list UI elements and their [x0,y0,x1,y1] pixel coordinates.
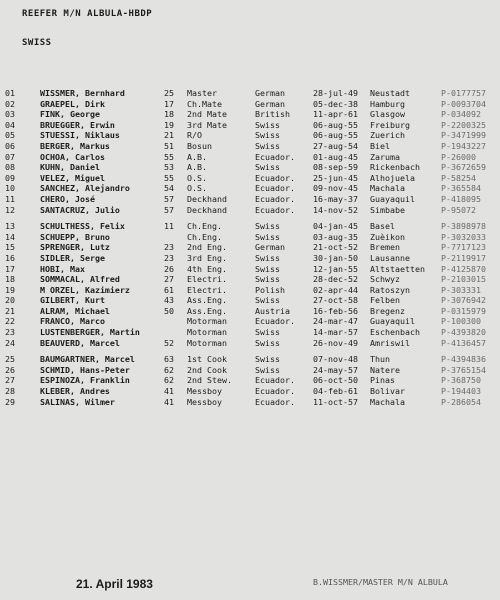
crew-row [0,316,500,327]
crew-row [0,152,500,163]
crew-birthplace: Felben [370,295,400,306]
crew-ref: 27 [164,274,174,285]
crew-row [0,88,500,99]
crew-rank: Messboy [187,386,222,397]
crew-ref: 25 [164,88,174,98]
crew-birthplace: Altstaetten [370,263,425,274]
crew-birthdate: 12-jan-55 [313,263,358,274]
crew-birthplace: Guayaquil [370,316,415,327]
crew-birthplace: Natere [370,364,400,375]
crew-name: SANCHEZ, Alejandro [40,183,130,194]
crew-passport: P-26000 [441,151,476,162]
crew-birthdate: 05-dec-38 [313,98,358,109]
crew-name: SALINAS, Wilmer [40,396,115,407]
crew-nationality: Polish [255,284,285,295]
crew-name: FINK, George [40,109,100,120]
crew-passport: P-303331 [441,284,481,295]
crew-row [0,285,500,296]
crew-name: SIDLER, Serge [40,252,105,263]
crew-number: 26 [5,364,15,375]
crew-birthplace: Guayaquil [370,193,415,204]
crew-row [0,130,500,141]
crew-row [0,264,500,275]
crew-rank: A.B. [187,162,207,173]
crew-passport: P-194403 [441,386,481,397]
crew-name: LUSTENBERGER, Martin [40,327,140,338]
crew-number: 08 [5,162,15,173]
crew-passport: P-3765154 [441,364,486,375]
crew-ref: 50 [164,305,174,316]
crew-row [0,242,500,253]
crew-rank: Bosun [187,140,212,151]
crew-birthplace: Biel [370,140,390,151]
crew-nationality: British [255,109,290,120]
crew-ref: 23 [164,252,174,263]
crew-birthdate: 07-nov-48 [313,354,358,365]
crew-nationality: Swiss [255,327,280,338]
crew-passport: P-034092 [441,109,481,120]
crew-birthdate: 28-dec-52 [313,274,358,285]
crew-passport: P-95072 [441,204,476,215]
crew-name: GRAEPEL, Dirk [40,98,105,109]
crew-passport: P-4393820 [441,327,486,338]
crew-passport: P-1943227 [441,140,486,151]
crew-name: BERGER, Markus [40,140,110,151]
crew-rank: 2nd Mate [187,109,227,120]
crew-birthdate: 02-apr-44 [313,284,358,295]
crew-nationality: German [255,242,285,253]
crew-passport: P-365584 [441,183,481,194]
crew-name: VELEZ, Miguel [40,172,105,183]
crew-number: 13 [5,221,15,232]
crew-nationality: Swiss [255,119,280,130]
crew-nationality: German [255,88,285,98]
crew-number: 11 [5,193,15,204]
crew-ref: 11 [164,221,174,232]
crew-ref: 57 [164,204,174,215]
crew-row [0,173,500,184]
crew-name: BAUMGARTNER, Marcel [40,354,135,365]
crew-ref: 51 [164,140,174,151]
crew-rank: Deckhand [187,193,227,204]
crew-name: KUHN, Daniel [40,162,100,173]
crew-ref: 63 [164,354,174,365]
crew-nationality: Swiss [255,337,280,348]
crew-nationality: Swiss [255,354,280,365]
crew-rank: 4th Eng. [187,263,227,274]
crew-passport: P-4125870 [441,263,486,274]
crew-rank: Ass.Eng. [187,295,227,306]
crew-passport: P-3898978 [441,221,486,232]
crew-number: 21 [5,305,15,316]
crew-rank: Motorman [187,327,227,338]
crew-row [0,295,500,306]
crew-birthplace: Zaruma [370,151,400,162]
crew-row [0,354,500,365]
crew-number: 23 [5,327,15,338]
crew-nationality: Ecuador. [255,183,295,194]
crew-passport: P-368750 [441,375,481,386]
crew-row [0,338,500,349]
crew-birthplace: Eschenbach [370,327,420,338]
crew-rank: Ch.Mate [187,98,222,109]
crew-row [0,99,500,110]
crew-birthplace: Pinas [370,375,395,386]
crew-ref: 43 [164,295,174,306]
crew-passport: P-58254 [441,172,476,183]
crew-number: 15 [5,242,15,253]
crew-rank: A.B. [187,151,207,162]
crew-birthplace: Hamburg [370,98,405,109]
crew-rank: 3rd Eng. [187,252,227,263]
crew-nationality: Swiss [255,295,280,306]
crew-rank: 3rd Mate [187,119,227,130]
crew-rank: 1st Cook [187,354,227,365]
crew-birthdate: 06-aug-55 [313,119,358,130]
crew-number: 04 [5,119,15,130]
crew-ref: 53 [164,162,174,173]
crew-birthdate: 27-aug-54 [313,140,358,151]
crew-row [0,120,500,131]
crew-number: 20 [5,295,15,306]
crew-number: 12 [5,204,15,215]
crew-number: 22 [5,316,15,327]
crew-birthdate: 04-jan-45 [313,221,358,232]
crew-birthplace: Rickenbach [370,162,420,173]
crew-rank: O.S. [187,172,207,183]
crew-number: 06 [5,140,15,151]
crew-name: HOBI, Max [40,263,85,274]
master-signature-line: B.WISSMER/MASTER M/N ALBULA [313,577,448,587]
crew-rank: 2nd Stew. [187,375,232,386]
crew-passport: P-3032033 [441,231,486,242]
crew-number: 28 [5,386,15,397]
crew-ref: 55 [164,151,174,162]
crew-number: 02 [5,98,15,109]
crew-birthplace: Basel [370,221,395,232]
crew-nationality: Ecuador. [255,193,295,204]
crew-rank: Motorman [187,337,227,348]
crew-ref: 57 [164,193,174,204]
crew-passport: P-7717123 [441,242,486,253]
crew-passport: P-3076942 [441,295,486,306]
crew-ref: 23 [164,242,174,253]
crew-birthplace: Bremen [370,242,400,253]
crew-birthplace: Bregenz [370,305,405,316]
crew-birthdate: 01-aug-45 [313,151,358,162]
crew-rank: Ass.Eng. [187,305,227,316]
crew-birthdate: 03-aug-35 [313,231,358,242]
crew-ref: 55 [164,172,174,183]
crew-passport: P-4394836 [441,354,486,365]
crew-row [0,205,500,216]
crew-birthdate: 27-oct-58 [313,295,358,306]
crew-number: 17 [5,263,15,274]
crew-name: SPRENGER, Lutz [40,242,110,253]
crew-row [0,253,500,264]
crew-ref: 52 [164,337,174,348]
crew-ref: 41 [164,396,174,407]
crew-birthdate: 16-may-37 [313,193,358,204]
crew-name: SCHMID, Hans-Peter [40,364,130,375]
crew-birthdate: 30-jan-50 [313,252,358,263]
crew-birthdate: 11-apr-61 [313,109,358,120]
crew-row [0,162,500,173]
crew-rank: Electri. [187,274,227,285]
crew-birthplace: Simbabe [370,204,405,215]
crew-nationality: Swiss [255,364,280,375]
crew-rank: Messboy [187,396,222,407]
crew-birthdate: 16-feb-56 [313,305,358,316]
crew-number: 05 [5,130,15,141]
crew-birthplace: Machala [370,396,405,407]
crew-passport: P-3672659 [441,162,486,173]
crew-name: BRUEGGER, Erwin [40,119,115,130]
crew-birthdate: 04-feb-61 [313,386,358,397]
crew-ref: 62 [164,364,174,375]
crew-passport: P-286054 [441,396,481,407]
crew-nationality: Swiss [255,252,280,263]
crew-nationality: Ecuador. [255,204,295,215]
crew-number: 29 [5,396,15,407]
crew-birthdate: 08-sep-59 [313,162,358,173]
crew-number: 27 [5,375,15,386]
crew-birthdate: 25-jun-45 [313,172,358,183]
crew-rank: R/O [187,130,202,141]
crew-number: 18 [5,274,15,285]
crew-nationality: Swiss [255,221,280,232]
crew-rank: Ch.Eng. [187,231,222,242]
crew-list [0,88,500,407]
crew-nationality: Ecuador. [255,172,295,183]
crew-birthplace: Glasgow [370,109,405,120]
crew-passport: P-3471999 [441,130,486,141]
crew-ref: 62 [164,375,174,386]
crew-birthplace: Schwyz [370,274,400,285]
crew-rank: Ch.Eng. [187,221,222,232]
crew-number: 19 [5,284,15,295]
crew-ref: 61 [164,284,174,295]
crew-birthplace: Lausanne [370,252,410,263]
crew-nationality: Ecuador. [255,316,295,327]
crew-row [0,232,500,243]
crew-nationality: Ecuador. [255,396,295,407]
crew-name: M ORZEL, Kazimierz [40,284,130,295]
crew-nationality: Swiss [255,162,280,173]
crew-row [0,274,500,285]
crew-birthdate: 28-jul-49 [313,88,358,98]
crew-passport: P-0093704 [441,98,486,109]
crew-birthdate: 14-mar-57 [313,327,358,338]
crew-row [0,306,500,317]
flag-header: SWISS [22,38,52,48]
crew-row [0,221,500,232]
crew-name: SCHULTHESS, Felix [40,221,125,232]
crew-row [0,109,500,120]
crew-ref: 41 [164,386,174,397]
crew-birthplace: Freiburg [370,119,410,130]
crew-nationality: Ecuador. [255,386,295,397]
crew-row [0,183,500,194]
crew-birthplace: Bolivar [370,386,405,397]
crew-birthdate: 06-oct-50 [313,375,358,386]
crew-name: FRANCO, Marco [40,316,105,327]
crew-ref: 17 [164,98,174,109]
crew-nationality: Swiss [255,231,280,242]
crew-birthplace: Machala [370,183,405,194]
crew-number: 01 [5,88,15,98]
crew-number: 03 [5,109,15,120]
crew-name: SANTACRUZ, Julio [40,204,120,215]
crew-passport: P-0177757 [441,88,486,98]
crew-ref: 19 [164,119,174,130]
crew-name: KLEBER, Andres [40,386,110,397]
crew-birthplace: Zuerich [370,130,405,141]
crew-name: SCHUEPP, Bruno [40,231,110,242]
crew-birthplace: Zuèikon [370,231,405,242]
crew-passport: P-0315979 [441,305,486,316]
crew-birthdate: 26-nov-49 [313,337,358,348]
crew-birthdate: 14-nov-52 [313,204,358,215]
crew-number: 24 [5,337,15,348]
crew-nationality: Swiss [255,263,280,274]
crew-birthdate: 21-oct-52 [313,242,358,253]
crew-passport: P-2103015 [441,274,486,285]
crew-row [0,365,500,376]
document-date: 21. April 1983 [76,577,153,591]
crew-nationality: Ecuador. [255,375,295,386]
crew-rank: 2nd Eng. [187,242,227,253]
crew-number: 07 [5,151,15,162]
crew-nationality: Swiss [255,140,280,151]
crew-passport: P-4136457 [441,337,486,348]
crew-number: 14 [5,231,15,242]
crew-name: SOMMACAL, Alfred [40,274,120,285]
crew-number: 09 [5,172,15,183]
crew-birthplace: Alhojuela [370,172,415,183]
crew-name: ESPINOZA, Franklin [40,375,130,386]
crew-passport: P-2200325 [441,119,486,130]
crew-rank: Deckhand [187,204,227,215]
crew-name: STUESSI, Niklaus [40,130,120,141]
crew-birthdate: 24-mar-47 [313,316,358,327]
crew-passport: P-100300 [441,316,481,327]
crew-nationality: Swiss [255,274,280,285]
crew-rank: Master [187,88,217,98]
crew-name: ALRAM, Michael [40,305,110,316]
crew-birthplace: Thun [370,354,390,365]
crew-ref: 54 [164,183,174,194]
crew-ref: 26 [164,263,174,274]
crew-birthdate: 06-aug-55 [313,130,358,141]
vessel-header: REEFER M/N ALBULA-HBDP [22,9,153,19]
crew-rank: Electri. [187,284,227,295]
crew-row [0,375,500,386]
crew-birthplace: Ratoszyn [370,284,410,295]
crew-name: CHERO, José [40,193,95,204]
crew-birthdate: 09-nov-45 [313,183,358,194]
crew-name: WISSMER, Bernhard [40,88,125,98]
crew-rank: O.S. [187,183,207,194]
crew-nationality: Swiss [255,130,280,141]
crew-number: 10 [5,183,15,194]
crew-rank: Motorman [187,316,227,327]
crew-name: BEAUVERD, Marcel [40,337,120,348]
crew-number: 16 [5,252,15,263]
crew-row [0,141,500,152]
crew-row [0,386,500,397]
crew-birthdate: 11-oct-57 [313,396,358,407]
crew-name: OCHOA, Carlos [40,151,105,162]
crew-passport: P-418095 [441,193,481,204]
crew-number: 25 [5,354,15,365]
crew-ref: 18 [164,109,174,120]
crew-birthplace: Amriswil [370,337,410,348]
crew-nationality: Ecuador. [255,151,295,162]
crew-birthplace: Neustadt [370,88,410,98]
crew-ref: 21 [164,130,174,141]
crew-row [0,327,500,338]
crew-birthdate: 24-may-57 [313,364,358,375]
crew-name: GILBERT, Kurt [40,295,105,306]
crew-row [0,397,500,408]
crew-row [0,194,500,205]
crew-nationality: German [255,98,285,109]
crew-nationality: Austria [255,305,290,316]
crew-passport: P-2119917 [441,252,486,263]
crew-rank: 2nd Cook [187,364,227,375]
